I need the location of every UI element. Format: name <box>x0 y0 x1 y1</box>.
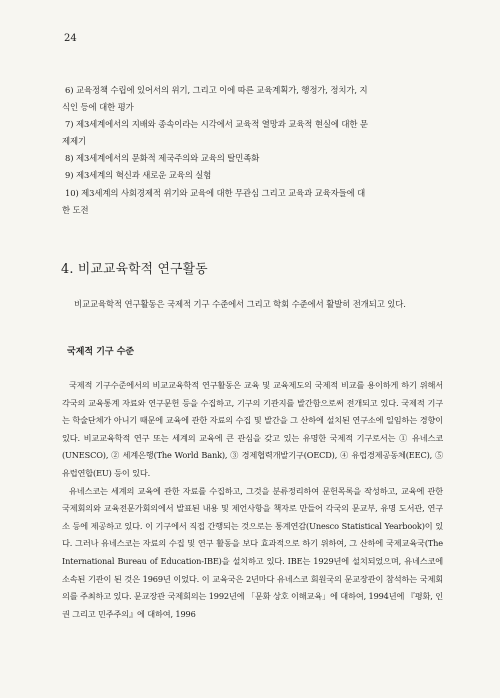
list-item: 6) 교육정책 수립에 있어서의 위기, 그리고 이에 따른 교육계획가, 행정가, 정치가, 지 <box>65 85 368 95</box>
list-item-continuation: 제제기 <box>62 136 86 147</box>
section-title: 4. 비교교육학적 연구활동 <box>61 262 208 277</box>
section-intro: 비교교육학적 연구활동은 국제적 기구 수준에서 그리고 학회 수준에서 활발히 전개되고 있다. <box>74 299 406 309</box>
subsection-body <box>62 377 443 623</box>
body-paragraph: 국제적 기구수준에서의 비교교육학적 연구활동은 교육 및 교육제도의 국제적 비교를 용이하게 하기 위해서 각국의 교육통계 자료와 연구문헌 등을 수집하고, 기구의 기관지를 발간함으로써 전개되고 있다. 국제적 기구는 학술단체가 아니기 때문에 교육에 관한 자료의 수집 및 발간을 그 산하에 설치된 연구소에 일임하는 경향이 있다. 비교교육학적 연구 또는 세계의 교육에 큰 관심을 갖고 있는 유명한 국제적 기구로서는 ① 유네스코(UNESCO), ② 세계은행(The World Bank), ③ 경제협력개발기구(OECD), ④ 유럽경제공동체(EEC), ⑤ 유럽연합(EU) 등이 있다. <box>62 380 443 478</box>
list-item: 9) 제3세계의 혁신과 새로운 교육의 실험 <box>65 170 212 181</box>
problem-list <box>62 82 442 219</box>
page-number: 24 <box>64 33 77 44</box>
list-item: 7) 제3세계에서의 지배와 종속이라는 시각에서 교육적 열망과 교육적 현실에 대한 문 <box>65 119 368 130</box>
list-item: 10) 제3세계의 사회경제적 위기와 교육에 대한 무관심 그리고 교육과 교육자들에 대 <box>65 187 366 198</box>
list-item: 8) 제3세계에서의 문화적 제국주의와 교육의 탈민족화 <box>65 153 260 164</box>
subsection-heading: 국제적 기구 수준 <box>67 347 135 357</box>
body-paragraph: 유네스코는 세계의 교육에 관한 자료를 수집하고, 그것을 분류정리하여 문헌목록을 작성하고, 교육에 관한 국제회의와 교육전문가회의에서 발표된 내용 및 제언사항을 책자로 만들어 각국의 문교부, 유명 도서관, 연구소 등에 제공하고 있다. 이 기구에서 직접 간행되는 것으로는 통계연감(Unesco Statistical Yearbook)이 있다. 그러나 유네스코는 자료의 수집 및 연구 활동을 보다 효과적으로 하기 위하여, 그 산하에 국제교육국(The International Bureau of Education-IBE)을 설치하고 있다. IBE는 1929년에 설치되었으며, 유네스코에 소속된 기관이 된 것은 1969년 이었다. 이 교육국은 2년마다 유네스코 회원국의 문교장관이 참석하는 국제회의를 주최하고 있다. 문교장관 국제회의는 1992년에 「문화 상호 이해교육」에 대하여, 1994년에 『평화, 인권 그리고 민주주의』에 대하여, 1996 <box>62 485 443 619</box>
list-item-continuation: 한 도전 <box>62 204 89 215</box>
list-item-continuation: 식인 등에 대한 평가 <box>62 102 134 113</box>
